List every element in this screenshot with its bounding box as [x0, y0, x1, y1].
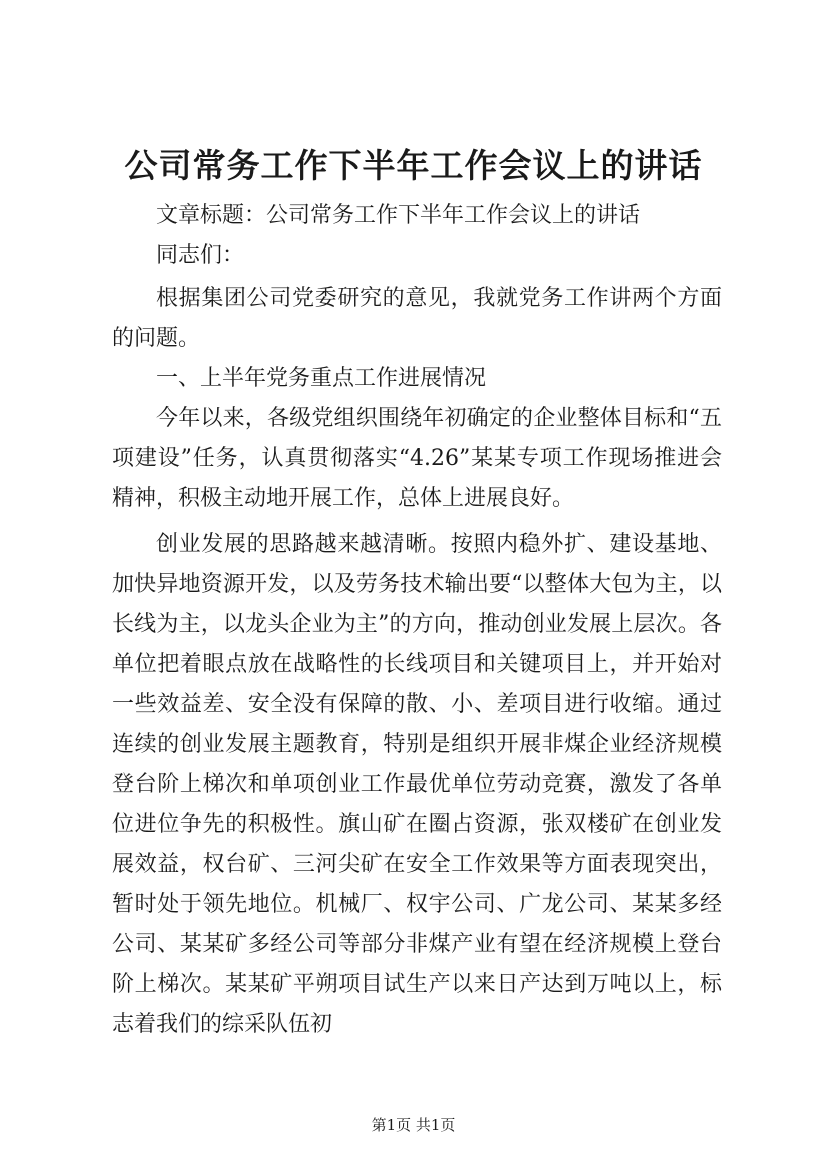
- paragraph-intro: 根据集团公司党委研究的意见，我就党务工作讲两个方面的问题。: [112, 286, 722, 351]
- page-footer: 第1页 共1页: [371, 1116, 456, 1134]
- document-body: [112, 196, 722, 1045]
- article-title-line: 文章标题：公司常务工作下半年工作会议上的讲话: [156, 203, 641, 228]
- section-heading: 一、上半年党务重点工作进展情况: [156, 366, 487, 391]
- document-title: 公司常务工作下半年工作会议上的讲话: [124, 146, 703, 185]
- paragraph-development: 创业发展的思路越来越清晰。按照内稳外扩、建设基地、加快异地资源开发，以及劳务技术输出要“以整体大包为主，以长线为主，以龙头企业为主”的方向，推动创业发展上层次。各单位把着眼点放在战略性的长线项目和关键项目上，并开始对一些效益差、安全没有保障的散、小、差项目进行收缩。通过连续的创业发展主题教育，特别是组织开展非煤企业经济规模登台阶上梯次和单项创业工作最优单位劳动竞赛，激发了各单位进位争先的积极性。旗山矿在圈占资源，张双楼矿在创业发展效益，权台矿、三河尖矿在安全工作效果等方面表现突出，暂时处于领先地位。机械厂、权宇公司、广龙公司、某某多经公司、某某矿多经公司等部分非煤产业有望在经济规模上登台阶上梯次。某某矿平朔项目试生产以来日产达到万吨以上，标志着我们的综采队伍初: [112, 532, 722, 1037]
- salutation: 同志们：: [156, 243, 245, 268]
- paragraph-progress: 今年以来，各级党组织围绕年初确定的企业整体目标和“五项建设”任务，认真贯彻落实“4.26”某某专项工作现场推进会精神，积极主动地开展工作，总体上进展良好。: [112, 406, 722, 511]
